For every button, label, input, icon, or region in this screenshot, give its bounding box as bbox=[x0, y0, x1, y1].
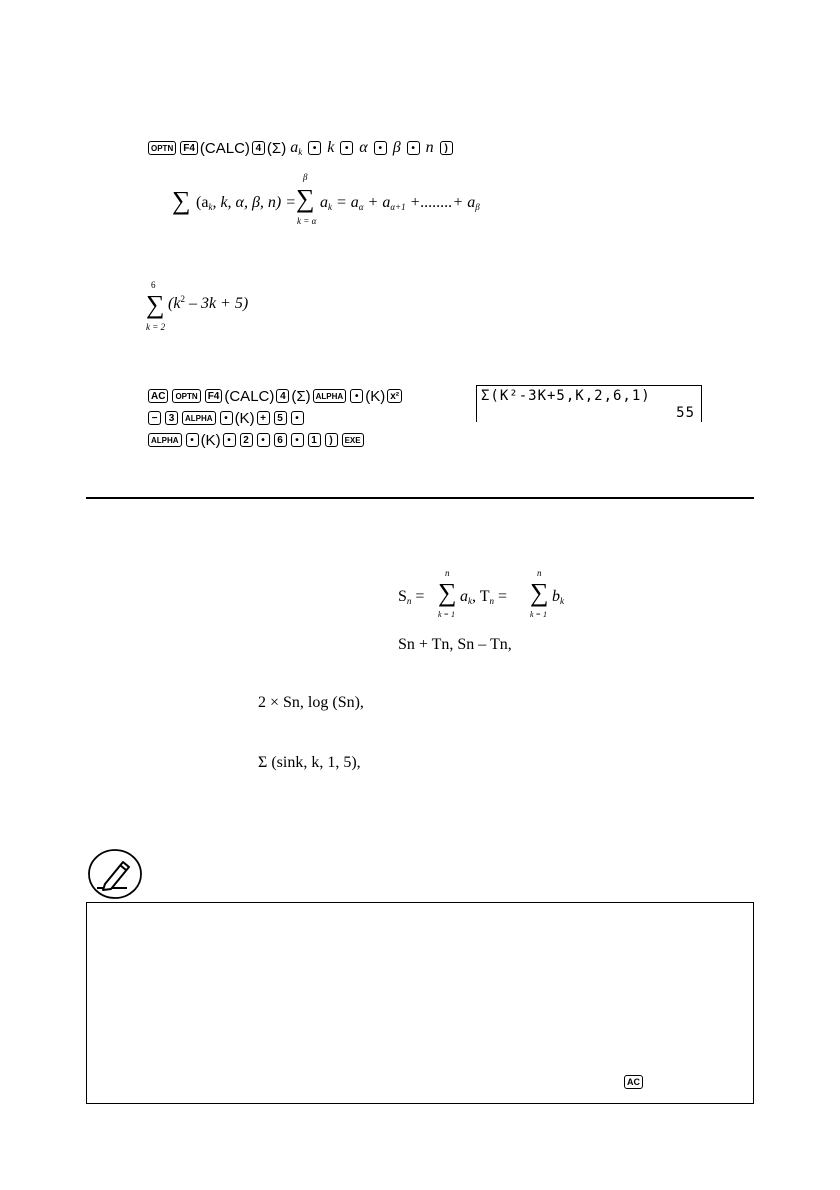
key-3: 3 bbox=[165, 411, 178, 425]
comma-key: • bbox=[350, 389, 363, 403]
comma-key: • bbox=[308, 141, 321, 155]
sn-term: $a_k$, $T_n$ = bbox=[460, 588, 508, 606]
sn-upper-limit: n bbox=[445, 568, 450, 578]
comma-key: • bbox=[291, 433, 304, 447]
k-label: (K) bbox=[365, 387, 386, 405]
pencil-note-icon bbox=[87, 848, 143, 900]
close-paren-key: ) bbox=[440, 141, 453, 155]
sigma-symbol: ∑ bbox=[172, 186, 191, 215]
definition-upper-limit: β bbox=[303, 172, 308, 182]
ak-text: a bbox=[290, 139, 299, 156]
close-paren-key: ) bbox=[325, 433, 338, 447]
tn-term: $b_k$ bbox=[552, 588, 564, 606]
sigma-symbol: ∑ bbox=[296, 184, 315, 213]
example-body: $(k^2 - 3k + 5)$ bbox=[168, 294, 249, 312]
key-6: 6 bbox=[274, 433, 287, 447]
syntax-keystrokes bbox=[146, 139, 455, 157]
comma-key: • bbox=[374, 141, 387, 155]
sigma-symbol: ∑ bbox=[438, 578, 457, 607]
definition-lower-limit: k = α bbox=[297, 216, 317, 226]
plus-key: + bbox=[257, 411, 270, 425]
comma-key: • bbox=[340, 141, 353, 155]
sigma-label: (Σ) bbox=[291, 387, 311, 405]
example-lower-limit: k = 2 bbox=[146, 322, 166, 332]
minus-key: − bbox=[148, 411, 161, 425]
k-text: k bbox=[327, 139, 335, 156]
sn-lower-limit: k = 1 bbox=[438, 610, 455, 619]
sigma-symbol: ∑ bbox=[146, 290, 165, 319]
k-label: (K) bbox=[234, 409, 255, 427]
example-upper-limit: 6 bbox=[151, 280, 156, 290]
screen-input-line: Σ(K²-3K+5,K,2,6,1) bbox=[481, 388, 651, 404]
calc-label: (CALC) bbox=[199, 139, 250, 157]
definition-lhs: ($a_k$, k, α, β, n) = bbox=[196, 194, 297, 212]
example-expression bbox=[146, 280, 346, 340]
tn-lower-limit: k = 1 bbox=[530, 610, 547, 619]
f4-key: F4 bbox=[180, 141, 198, 155]
comma-key: • bbox=[223, 433, 236, 447]
ak-sub: k bbox=[298, 147, 303, 157]
calculator-screen bbox=[476, 385, 702, 422]
key-2: 2 bbox=[240, 433, 253, 447]
comma-key: • bbox=[407, 141, 420, 155]
comma-key: • bbox=[186, 433, 199, 447]
sn-tn-definition bbox=[398, 566, 598, 626]
ac-key: AC bbox=[624, 1075, 643, 1089]
key-4: 4 bbox=[252, 141, 265, 155]
key-5: 5 bbox=[274, 411, 287, 425]
sigma-label: (Σ) bbox=[266, 139, 287, 157]
definition-rhs: $a_k = a_\alpha + a_{\alpha+1}$ +........+ $a_\beta$ bbox=[320, 194, 480, 212]
note-box bbox=[86, 902, 754, 1104]
f4-key: F4 bbox=[205, 389, 223, 403]
comma-key: • bbox=[220, 411, 233, 425]
x-squared-key: x² bbox=[387, 389, 402, 403]
optn-key: OPTN bbox=[148, 141, 176, 155]
optn-key: OPTN bbox=[172, 389, 200, 403]
key-4: 4 bbox=[276, 389, 289, 403]
alpha-text: α bbox=[359, 139, 368, 156]
comma-key: • bbox=[257, 433, 270, 447]
sin-sum-line: Σ (sink, k, 1, 5), bbox=[258, 754, 361, 771]
sn-label: $S_n$ = bbox=[398, 588, 425, 606]
example-keystrokes bbox=[146, 385, 404, 450]
exe-key: EXE bbox=[342, 433, 364, 447]
ac-key: AC bbox=[148, 389, 168, 403]
log-line: 2 × Sn, log (Sn), bbox=[258, 694, 364, 711]
sigma-definition bbox=[170, 172, 590, 232]
alpha-key: ALPHA bbox=[313, 389, 347, 403]
key-1: 1 bbox=[308, 433, 321, 447]
sigma-symbol: ∑ bbox=[530, 578, 549, 607]
screen-result: 55 bbox=[676, 405, 695, 421]
n-text: n bbox=[425, 139, 434, 156]
alpha-key: ALPHA bbox=[148, 433, 182, 447]
k-label: (K) bbox=[200, 431, 221, 449]
alpha-key: ALPHA bbox=[182, 411, 216, 425]
beta-text: β bbox=[392, 139, 401, 156]
sum-difference-line: Sn + Tn, Sn – Tn, bbox=[398, 636, 512, 653]
section-divider bbox=[86, 497, 754, 499]
comma-key: • bbox=[291, 411, 304, 425]
calc-label: (CALC) bbox=[224, 387, 275, 405]
tn-upper-limit: n bbox=[537, 568, 542, 578]
